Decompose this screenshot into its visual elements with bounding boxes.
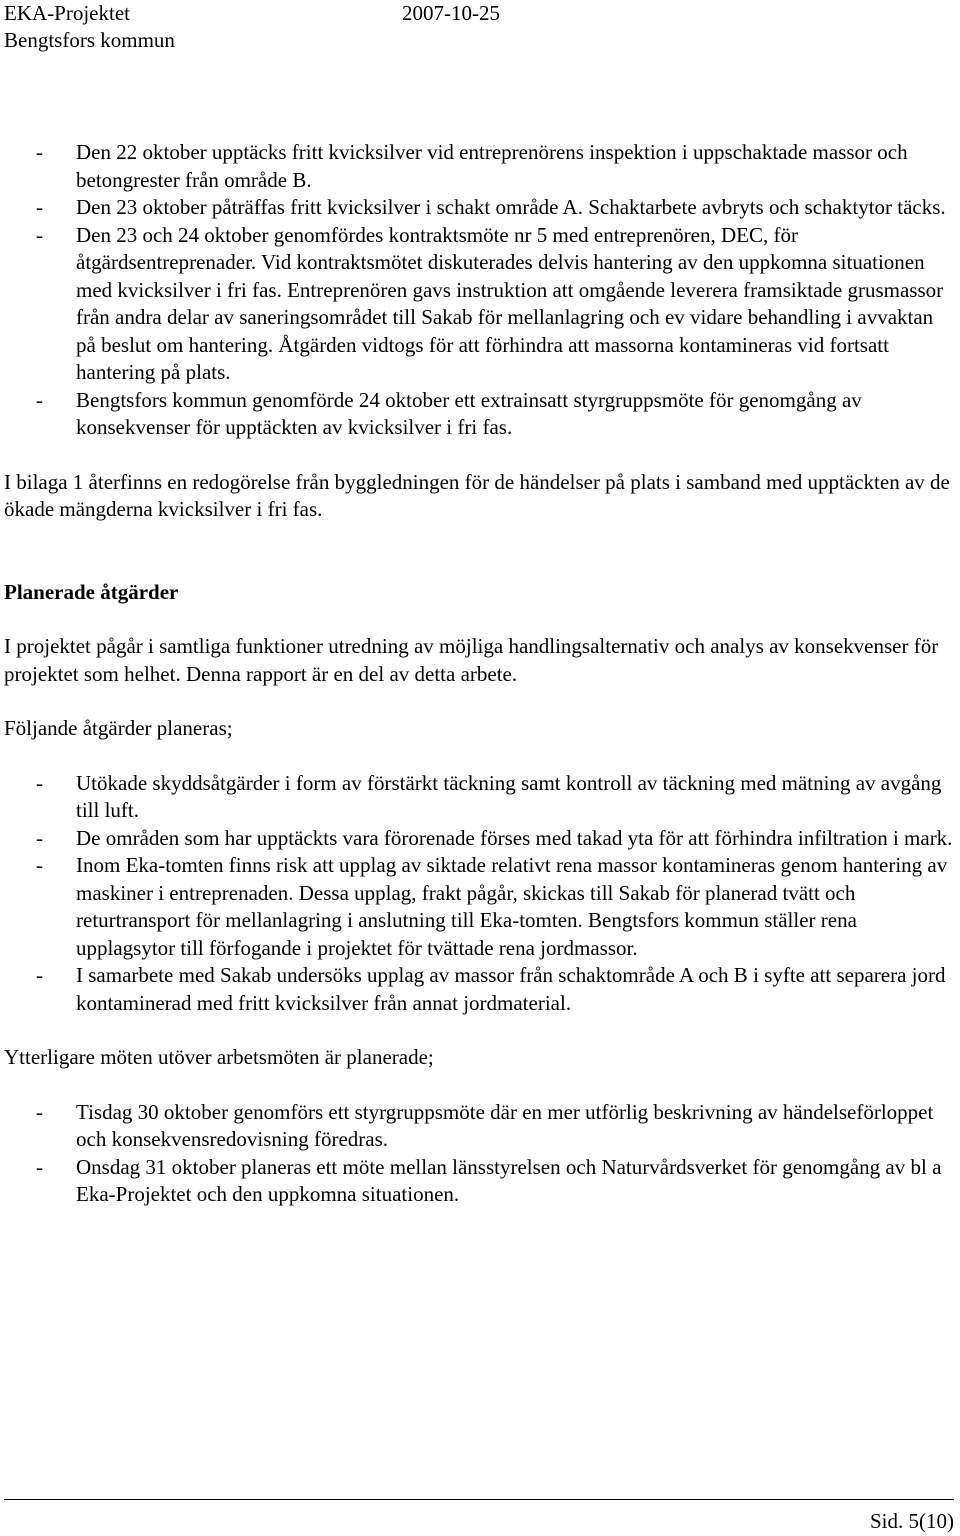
page-header (4, 0, 954, 54)
header-date: 2007-10-25 (402, 1, 500, 25)
list-item: - Tisdag 30 oktober genomförs ett styrgruppsmöte där en mer utförlig beskrivning av händelseförloppet och konsekvensredovisning föredras. (4, 1099, 954, 1154)
page-number: Sid. 5(10) (870, 1509, 954, 1533)
footer-divider (4, 1499, 954, 1500)
list-item: - Inom Eka-tomten finns risk att upplag av siktade relativt rena massor kontamineras genom hantering av maskiner i entreprenaden. Dessa upplag, frakt pågår, skickas till Sakab för planerad tvätt och returtransport för mellanlagring i anslutning till Eka-tomten. Bengtsfors kommun ställer rena upplagsytor till förfogande i projektet för tvättade rena jordmassor. (4, 852, 954, 962)
section-heading: Planerade åtgärder (4, 579, 179, 604)
measures-intro: Följande åtgärder planeras; (4, 716, 233, 740)
document-body (4, 139, 954, 1209)
meetings-list (4, 1099, 954, 1209)
events-list (4, 139, 954, 442)
list-item: - Den 22 oktober upptäcks fritt kvicksilver vid entreprenörens inspektion i uppschaktade massor och betongrester från område B. (4, 139, 954, 194)
list-item: - De områden som har upptäckts vara förorenade förses med takad yta för att förhindra infiltration i mark. (4, 825, 954, 853)
list-item: - I samarbete med Sakab undersöks upplag av massor från schaktområde A och B i syfte att separera jord kontaminerad med fritt kvicksilver från annat jordmaterial. (4, 962, 954, 1017)
list-item: - Den 23 och 24 oktober genomfördes kontraktsmöte nr 5 med entreprenören, DEC, för åtgärdsentreprenader. Vid kontraktsmötet diskuterades delvis hantering av den uppkomna situationen med kvicksilver i fri fas. Entreprenören gavs instruktion att omgående leverera framsiktade grusmassor från andra delar av saneringsområdet till Sakab för mellanlagring och ev vidare behandling i avvaktan på beslut om hantering. Åtgärden vidtogs för att förhindra att massorna kontamineras vid fortsatt hantering på plats. (4, 222, 954, 387)
list-item: - Bengtsfors kommun genomförde 24 oktober ett extrainsatt styrgruppsmöte för genomgång av konsekvenser för upptäckten av kvicksilver i fri fas. (4, 387, 954, 442)
header-project: EKA-Projektet (4, 1, 130, 25)
meetings-intro: Ytterligare möten utöver arbetsmöten är planerade; (4, 1045, 434, 1069)
list-item: - Onsdag 31 oktober planeras ett möte mellan länsstyrelsen och Naturvårdsverket för genomgång av bl a Eka-Projektet och den uppkomna situationen. (4, 1154, 954, 1209)
measures-list (4, 770, 954, 1018)
list-item: - Den 23 oktober påträffas fritt kvicksilver i schakt område A. Schaktarbete avbryts och schaktytor täcks. (4, 194, 954, 222)
appendix-paragraph: I bilaga 1 återfinns en redogörelse från byggledningen för de händelser på plats i samband med upptäckten av de ökade mängderna kvicksilver i fri fas. (4, 469, 950, 521)
header-municipality: Bengtsfors kommun (4, 28, 175, 52)
planned-intro: I projektet pågår i samtliga funktioner utredning av möjliga handlingsalternativ och analys av konsekvenser för projektet som helhet. Denna rapport är en del av detta arbete. (4, 634, 939, 686)
list-item: - Utökade skyddsåtgärder i form av förstärkt täckning samt kontroll av täckning med mätning av avgång till luft. (4, 770, 954, 825)
